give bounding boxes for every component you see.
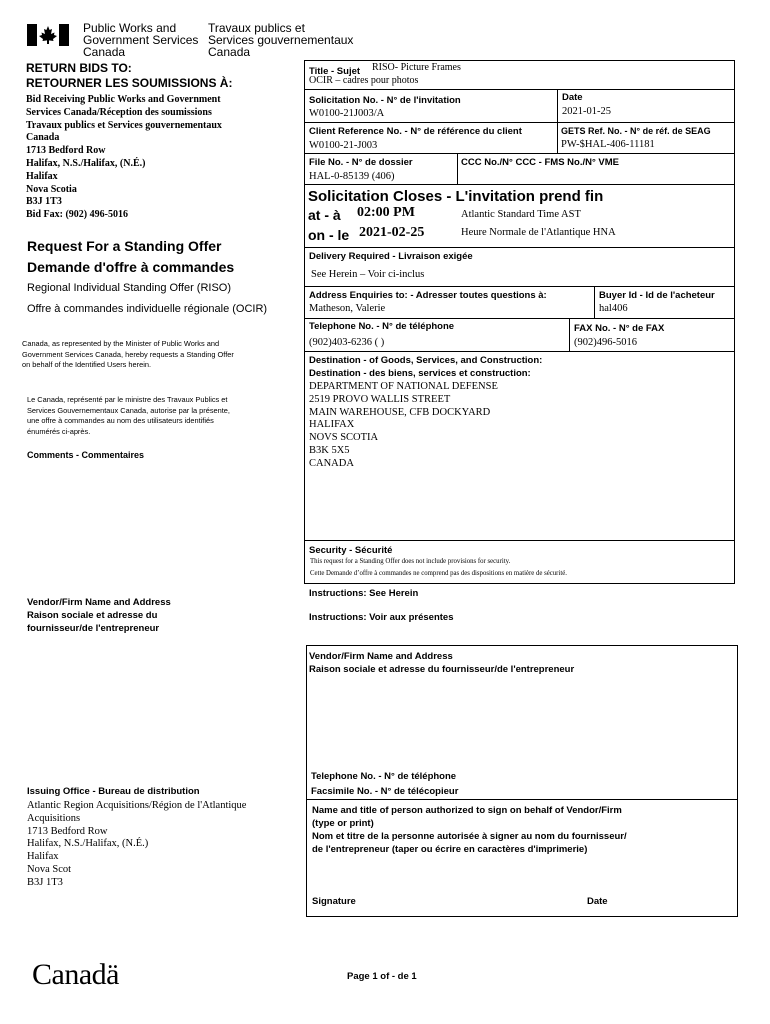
delivery-value: See Herein – Voir ci-inclus xyxy=(311,269,425,280)
return-address: Bid Receiving Public Works and Government Services Canada/Réception des soumissions Travaux publics et Services gouvernementaux Canada 1713 Bedford Row Halifax, N.S./Halifax, (N.É.) Halifax Nova Scotia B3J 1T3 Bid Fax: (902) 496-5016 xyxy=(26,94,222,221)
department-name-fr: Travaux publics et Services gouvernementaux Canada xyxy=(208,21,354,59)
timezone-fr: Heure Normale de l'Atlantique HNA xyxy=(461,227,616,238)
telephone-label: Telephone No. - N° de téléphone xyxy=(309,321,455,332)
vendor-facsimile-label: Facsimile No. - N° de télécopieur xyxy=(311,786,459,797)
solicitation-value: W0100-21J003/A xyxy=(309,108,385,119)
closes-heading: Solicitation Closes - L'invitation prend fin xyxy=(308,188,604,205)
destination-label: Destination - of Goods, Services, and Construction: Destination - des biens, services et construction: xyxy=(309,355,543,379)
file-value: HAL-0-85139 (406) xyxy=(309,171,395,182)
fax-label: FAX No. - N° de FAX xyxy=(574,323,665,334)
riso-en: Regional Individual Standing Offer (RISO) xyxy=(27,282,232,294)
signature-label: Signature xyxy=(312,896,356,907)
request-title: Request For a Standing Offer Demande d'offre à commandes xyxy=(27,238,235,275)
issuing-office-address: Atlantic Region Acquisitions/Région de l'Atlantique Acquisitions 1713 Bedford Row Halifax, N.S./Halifax, (N.É.) Halifax Nova Scot B3J 1T3 xyxy=(27,800,247,888)
timezone-en: Atlantic Standard Time AST xyxy=(461,209,581,220)
on-label: on - le xyxy=(308,227,350,243)
divider-date xyxy=(557,89,558,153)
instructions-en: Instructions: See Herein xyxy=(309,588,419,599)
rule-vendor-contacts xyxy=(306,799,738,800)
delivery-label: Delivery Required - Livraison exigée xyxy=(309,251,473,262)
instructions-fr: Instructions: Voir aux présentes xyxy=(309,612,454,623)
gets-value: PW-$HAL-406-11181 xyxy=(561,139,655,150)
date-value: 2021-01-25 xyxy=(562,106,611,117)
client-ref-label: Client Reference No. - N° de référence du client xyxy=(309,126,522,137)
rule-delivery xyxy=(304,286,735,287)
divider-ccc xyxy=(457,153,458,184)
security-text-fr: Cette Demande d’offre à commandes ne comprend pas des dispositions en matière de sécurité. xyxy=(310,570,567,577)
rule-client-ref xyxy=(304,153,735,154)
rule-solicitation xyxy=(304,122,735,123)
department-name-en: Public Works and Government Services Canada xyxy=(83,21,199,59)
telephone-value: (902)403-6236 ( ) xyxy=(309,337,385,348)
destination-address: DEPARTMENT OF NATIONAL DEFENSE 2519 PROVO WALLIS STREET MAIN WAREHOUSE, CFB DOCKYARD HALIFAX NOVS SCOTIA B3K 5X5 CANADA xyxy=(309,381,498,469)
divider-fax xyxy=(569,318,570,351)
solicitation-label: Solicitation No. - N° de l'invitation xyxy=(309,95,461,106)
rule-enquiries xyxy=(304,318,735,319)
file-label: File No. - N° de dossier xyxy=(309,157,413,168)
riso-fr: Offre à commandes individuelle régionale (OCIR) xyxy=(27,303,268,315)
signature-date-label: Date xyxy=(587,896,608,907)
buyer-label: Buyer Id - Id de l'acheteur xyxy=(599,290,715,301)
gets-label: GETS Ref. No. - N° de réf. de SEAG xyxy=(561,126,711,136)
page-number: Page 1 of - de 1 xyxy=(347,971,417,982)
title-value: RISO- Picture Frames xyxy=(372,62,461,73)
request-paragraph-en: Canada, as represented by the Minister of Public Works and Government Services Canada, hereby requests a Standing Offer on behalf of the Identified Users herein. xyxy=(22,339,234,369)
rule-telephone xyxy=(304,351,735,352)
closing-date: 2021-02-25 xyxy=(359,225,425,240)
vendor-telephone-label: Telephone No. - N° de téléphone xyxy=(311,771,457,782)
enquiries-label: Address Enquiries to: - Adresser toutes questions à: xyxy=(309,290,547,301)
security-text-en: This request for a Standing Offer does not include provisions for security. xyxy=(310,558,511,565)
authorized-person-label: Name and title of person authorized to sign on behalf of Vendor/Firm (type or print) Nom et titre de la personne autorisée à signer au nom du fournisseur/ de l'entrepreneur (taper ou écrire en caractères d'imprimerie) xyxy=(312,805,627,855)
buyer-value: hal406 xyxy=(599,303,628,314)
issuing-office-label: Issuing Office - Bureau de distribution xyxy=(27,786,200,797)
fax-value: (902)496-5016 xyxy=(574,337,637,348)
security-label: Security - Sécurité xyxy=(309,545,393,556)
divider-buyer xyxy=(594,286,595,318)
title-value-fr: OCIR – cadres pour photos xyxy=(309,75,419,86)
rule-file xyxy=(304,184,735,185)
rule-closes xyxy=(304,247,735,248)
vendor-box-title: Vendor/Firm Name and Address Raison sociale et adresse du fournisseur/de l'entrepreneur xyxy=(309,651,575,675)
rule-destination xyxy=(304,540,735,541)
ccc-label: CCC No./N° CCC - FMS No./N° VME xyxy=(461,157,620,168)
rule-title xyxy=(304,89,735,90)
enquiries-value: Matheson, Valerie xyxy=(309,303,386,314)
at-label: at - à xyxy=(308,207,341,223)
title-label: Title - Sujet xyxy=(309,66,361,77)
return-bids-heading: RETURN BIDS TO: RETOURNER LES SOUMISSIONS À: xyxy=(26,61,233,90)
request-paragraph-fr: Le Canada, représenté par le ministre des Travaux Publics et Services Gouvernementaux Canada, autorise par la présente, une offre à commandes au nom des utilisateurs identifiés énumérés ci-après. xyxy=(27,395,230,436)
closing-time: 02:00 PM xyxy=(357,205,415,220)
date-label: Date xyxy=(562,92,583,103)
canada-wordmark: Canadä xyxy=(32,958,119,991)
comments-label: Comments - Commentaires xyxy=(27,450,145,460)
vendor-label-left: Vendor/Firm Name and Address Raison sociale et adresse du fournisseur/de l'entrepreneur xyxy=(27,597,171,634)
client-ref-value: W0100-21-J003 xyxy=(309,140,378,151)
canada-flag-icon xyxy=(27,24,69,46)
